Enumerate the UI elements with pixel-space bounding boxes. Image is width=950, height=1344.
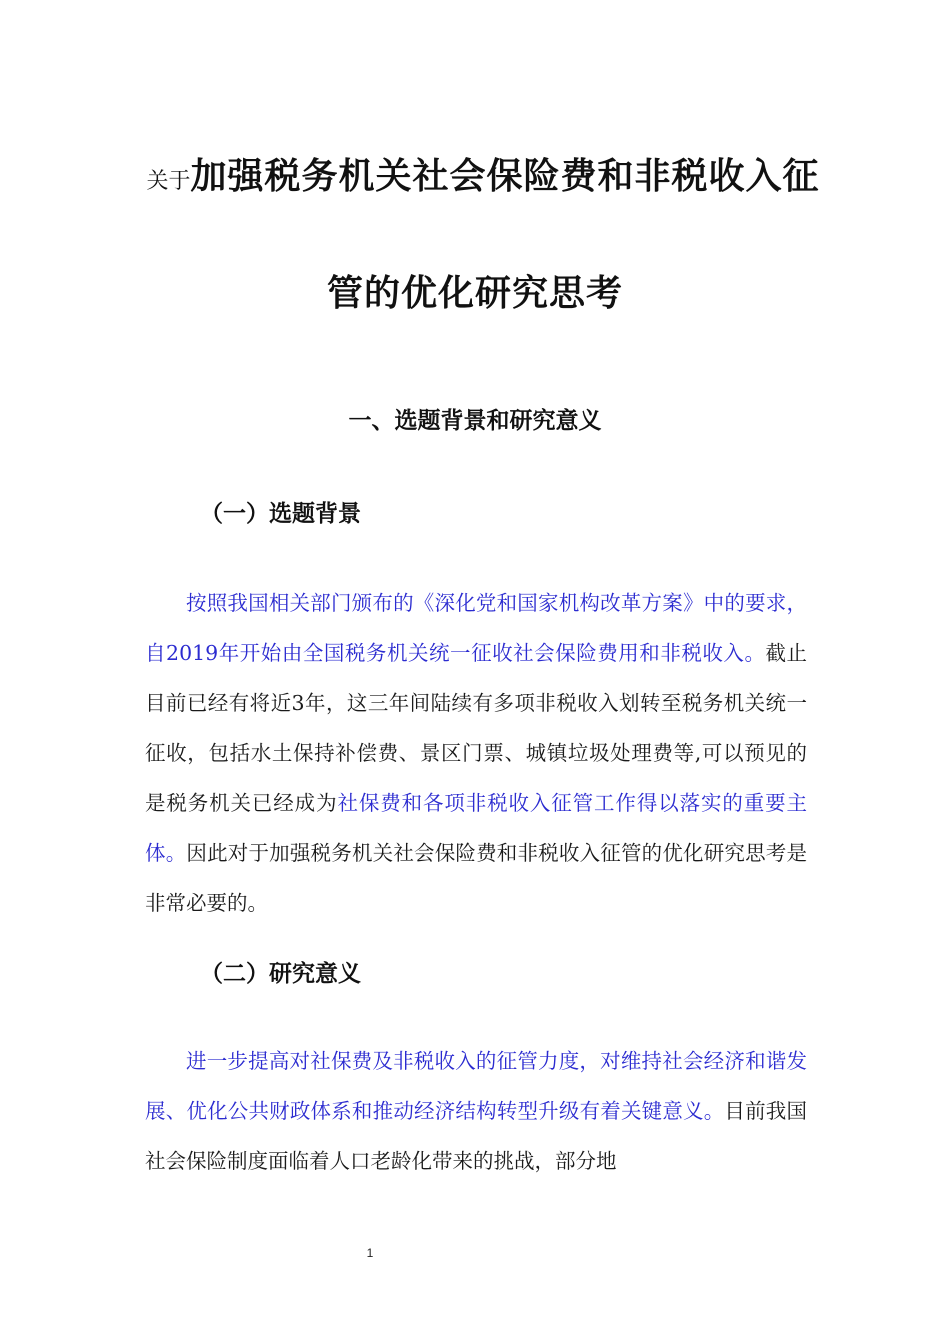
body-text: 截止目前已经有将近3年，这三年间陆续有多项非税收入划转至税务机关统一征收，包括水土保持补偿费、景区门票、城镇垃圾处理费等,可以预见的是税务机关已经成为 — [145, 641, 807, 815]
highlighted-text: 进一步提高对社保费及非税收入的征管力度，对维持社会经济和谐发展、优化公共财政体系和推动经济结构转型升级有着关键意义。 — [145, 1049, 807, 1123]
subsection-heading-significance: （二）研究意义 — [200, 961, 361, 987]
highlighted-text: 按照我国相关部门颁布的《深化党和国家机构改革方案》中的要求，自2019年开始由全国税务机关统一征收社会保险费用和非税收入。 — [145, 591, 807, 665]
document-title-line-2: 管的优化研究思考 — [326, 273, 623, 314]
significance-paragraph — [145, 1036, 807, 1186]
document-title-line-1 — [8, 148, 950, 199]
subsection-heading-background: （一）选题背景 — [200, 501, 361, 527]
title-text-line-1: 加强税务机关社会保险费和非税收入征 — [190, 156, 820, 197]
highlighted-text: 社保费和各项非税收入征管工作得以落实的重要主体。 — [145, 791, 808, 865]
page-number: 1 — [366, 1246, 374, 1260]
title-prefix: 关于 — [146, 169, 191, 194]
body-text: 因此对于加强税务机关社会保险费和非税收入征管的优化研究思考是非常必要的。 — [145, 841, 808, 915]
body-text: 目前我国社会保险制度面临着人口老龄化带来的挑战，部分地 — [145, 1099, 808, 1173]
background-paragraph — [145, 578, 807, 928]
section-heading: 一、选题背景和研究意义 — [348, 408, 602, 434]
